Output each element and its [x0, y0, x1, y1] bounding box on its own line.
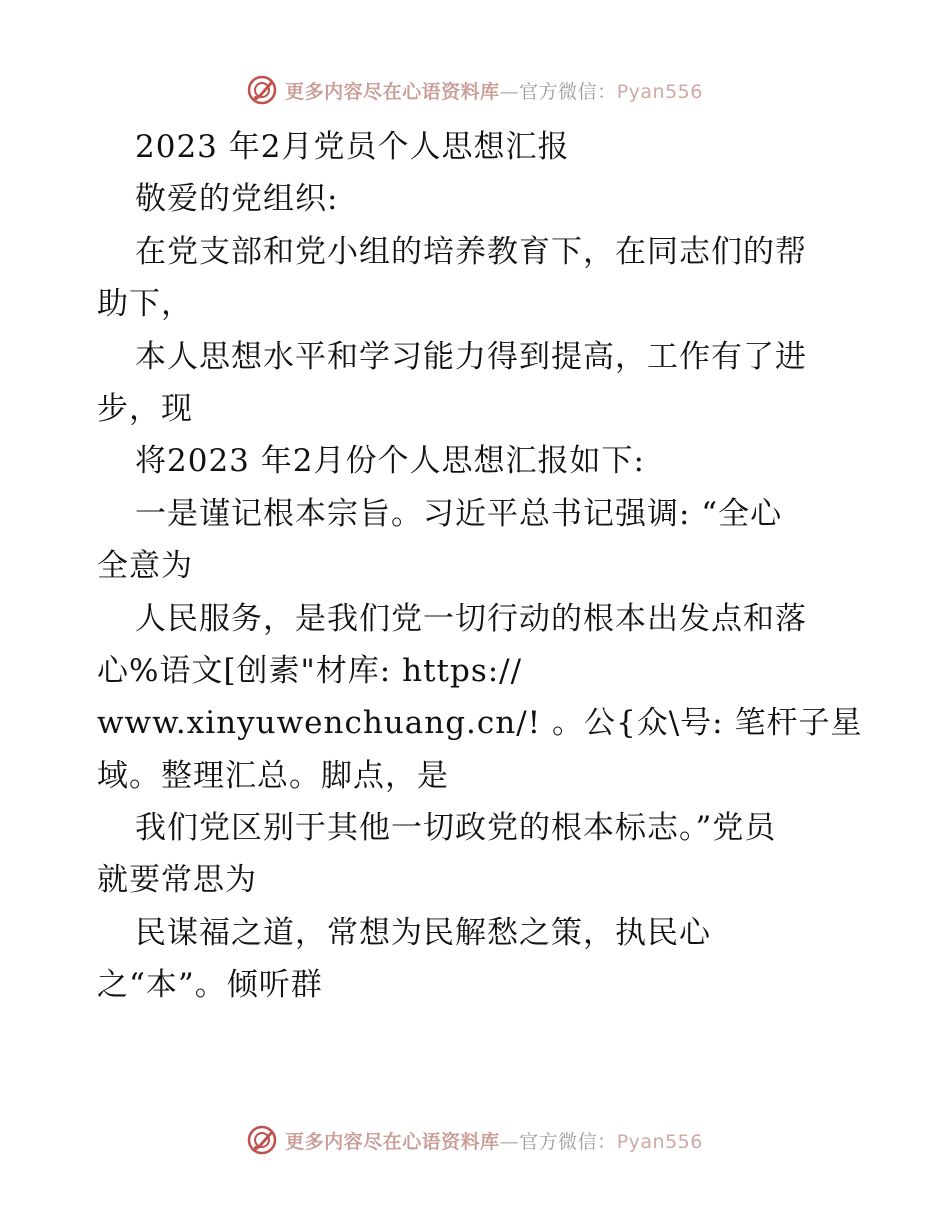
text-line: 民谋福之道，常想为民解愁之策，执民心 — [135, 914, 711, 951]
text-line: 在党支部和党小组的培养教育下，在同志们的帮 — [135, 233, 807, 270]
text-line: 敬爱的党组织: — [135, 181, 339, 218]
text-line: 人民服务，是我们党一切行动的根本出发点和落 — [135, 600, 807, 637]
text-line: 就要常思为 — [97, 862, 257, 899]
text-line: www.xinyuwenchuang.cn/! 。公{众\号: 笔杆子星 — [97, 705, 863, 742]
text-line: 助下， — [97, 286, 193, 323]
banner-title: 更多内容尽在心语资料库 — [285, 1130, 500, 1153]
text-line: 本人思想水平和学习能力得到提高，工作有了进 — [135, 338, 807, 375]
banner-wechat-id: Pyan556 — [616, 80, 703, 103]
banner-dash: — — [499, 1130, 520, 1153]
text-line: 一是谨记根本宗旨。习近平总书记强调: “全心 — [135, 495, 783, 532]
banner-wechat-label: 官方微信： — [519, 80, 617, 103]
text-line: 步，现 — [97, 390, 193, 427]
text-line: 心%语文[创素"材库: https:// — [97, 652, 523, 689]
footer-banner — [0, 1120, 950, 1160]
document-body — [97, 121, 863, 1012]
banner-title: 更多内容尽在心语资料库 — [285, 80, 500, 103]
banner-wechat-label: 官方微信： — [519, 1130, 617, 1153]
text-line: 之“本”。倾听群 — [97, 967, 323, 1004]
banner-dash: — — [499, 80, 520, 103]
text-line: 域。整理汇总。脚点，是 — [97, 757, 449, 794]
brand-logo-icon — [247, 1125, 277, 1155]
text-line: 2023 年2月党员个人思想汇报 — [135, 129, 570, 165]
brand-logo-icon — [247, 75, 277, 105]
header-banner — [0, 70, 950, 110]
banner-wechat-id: Pyan556 — [616, 1130, 703, 1153]
text-line: 我们党区别于其他一切政党的根本标志。”党员 — [135, 810, 777, 847]
text-line: 全意为 — [97, 548, 193, 585]
text-line: 将2023 年2月份个人思想汇报如下: — [135, 443, 645, 480]
